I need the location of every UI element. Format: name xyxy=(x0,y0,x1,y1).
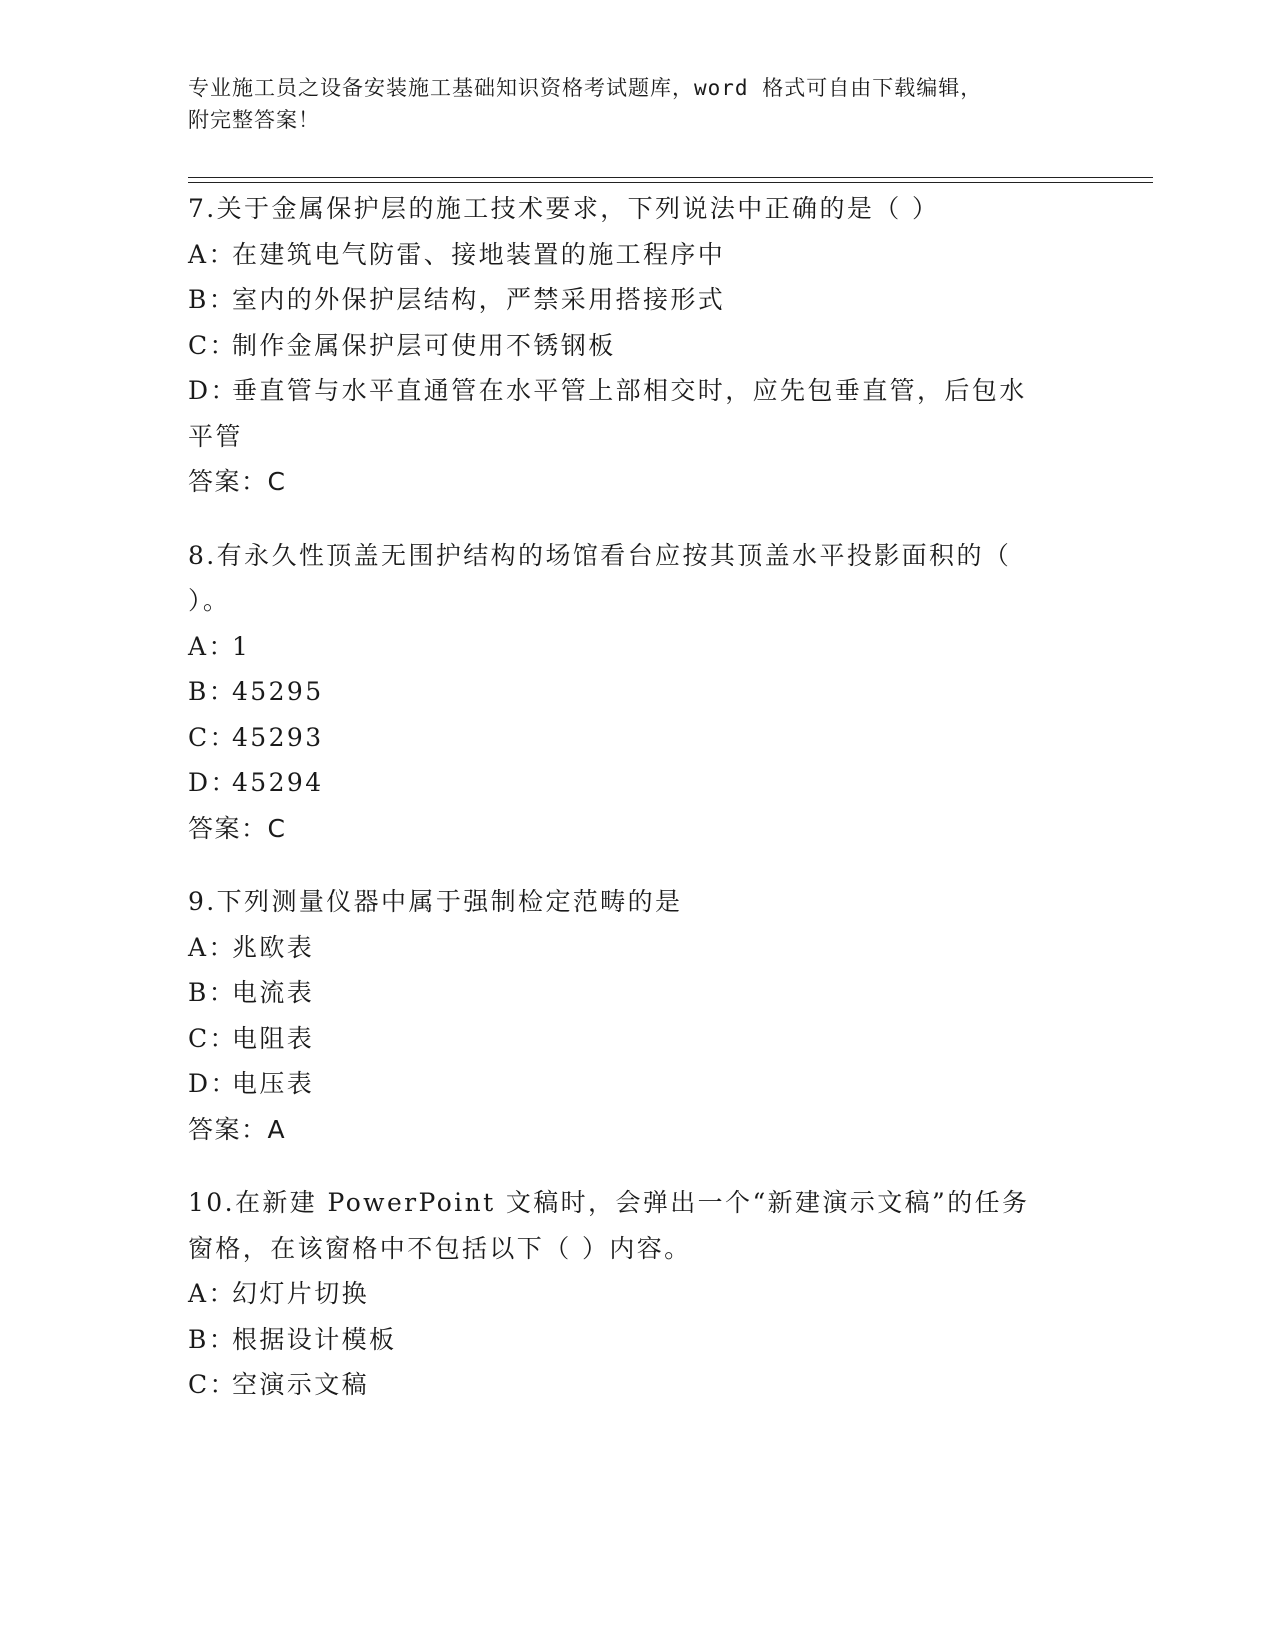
option-text: 45295 xyxy=(232,677,324,706)
option-key: A： xyxy=(188,239,236,269)
answer-text: 答案：A xyxy=(188,1114,287,1144)
option-line xyxy=(188,323,1088,369)
option-text: 垂直管与水平直通管在水平管上部相交时，应先包垂直管，后包水 xyxy=(232,376,1027,405)
option-line xyxy=(188,1061,1088,1107)
answer-text: 答案：C xyxy=(188,813,287,843)
option-text: 45293 xyxy=(232,722,324,752)
option-text: 根据设计模板 xyxy=(232,1324,397,1354)
option-line xyxy=(188,368,1088,414)
question-list xyxy=(188,186,1088,1436)
option-key: C： xyxy=(188,1023,237,1053)
option-key: A： xyxy=(188,1279,236,1308)
header-line-2: 附完整答案！ xyxy=(188,108,320,132)
option-text: 在建筑电气防雷、接地装置的施工程序中 xyxy=(232,239,726,269)
option-text: 兆欧表 xyxy=(232,932,315,962)
option-key: C： xyxy=(188,330,237,360)
option-key: D： xyxy=(188,376,238,405)
question-stem: 9.下列测量仪器中属于强制检定范畴的是 xyxy=(188,887,683,916)
document-header xyxy=(188,72,1088,136)
option-key: B： xyxy=(188,677,237,706)
option-key: B： xyxy=(188,978,237,1007)
option-text: 电流表 xyxy=(232,978,315,1007)
question-block xyxy=(188,186,1088,505)
question-stem: 7.关于金属保护层的施工技术要求，下列说法中正确的是（ ） xyxy=(188,194,940,223)
option-line xyxy=(188,669,1088,715)
option-key: A： xyxy=(188,631,236,661)
option-line xyxy=(188,414,1088,460)
option-key: B： xyxy=(188,285,237,314)
option-text: 45294 xyxy=(232,768,324,797)
option-line xyxy=(188,1016,1088,1062)
option-line xyxy=(188,760,1088,806)
option-text: 电阻表 xyxy=(232,1023,315,1053)
option-key: D： xyxy=(188,1069,238,1098)
option-text: 电压表 xyxy=(232,1069,315,1098)
question-stem: ）。 xyxy=(188,586,231,615)
option-text: 空演示文稿 xyxy=(232,1370,370,1399)
question-block xyxy=(188,533,1088,852)
option-text: 1 xyxy=(232,631,251,661)
option-line xyxy=(188,970,1088,1016)
question-stem: 8.有永久性顶盖无围护结构的场馆看台应按其顶盖水平投影面积的（ xyxy=(188,540,1012,570)
question-block xyxy=(188,1180,1088,1408)
header-line-1: 专业施工员之设备安装施工基础知识资格考试题库，word 格式可自由下载编辑， xyxy=(188,76,983,100)
answer-text: 答案：C xyxy=(188,467,287,496)
option-line xyxy=(188,277,1088,323)
option-text: 制作金属保护层可使用不锈钢板 xyxy=(232,330,616,360)
question-block xyxy=(188,879,1088,1152)
header-divider-top xyxy=(188,177,1153,178)
option-key: D： xyxy=(188,768,238,797)
option-line xyxy=(188,1271,1088,1317)
option-line xyxy=(188,1317,1088,1363)
option-text: 幻灯片切换 xyxy=(232,1279,370,1308)
option-key: C： xyxy=(188,1370,237,1399)
option-text: 室内的外保护层结构，严禁采用搭接形式 xyxy=(232,285,726,314)
question-stem: 窗格，在该窗格中不包括以下（ ）内容。 xyxy=(188,1233,692,1263)
option-key: A： xyxy=(188,932,236,962)
option-line xyxy=(188,715,1088,761)
option-line xyxy=(188,624,1088,670)
option-key: B： xyxy=(188,1324,237,1354)
question-stem: 10.在新建 PowerPoint 文稿时，会弹出一个“新建演示文稿”的任务 xyxy=(188,1188,1030,1217)
option-line xyxy=(188,925,1088,971)
header-divider-bottom xyxy=(188,182,1153,183)
option-line xyxy=(188,232,1088,278)
option-text: 平管 xyxy=(188,421,243,451)
option-line xyxy=(188,1362,1088,1408)
option-key: C： xyxy=(188,722,237,752)
